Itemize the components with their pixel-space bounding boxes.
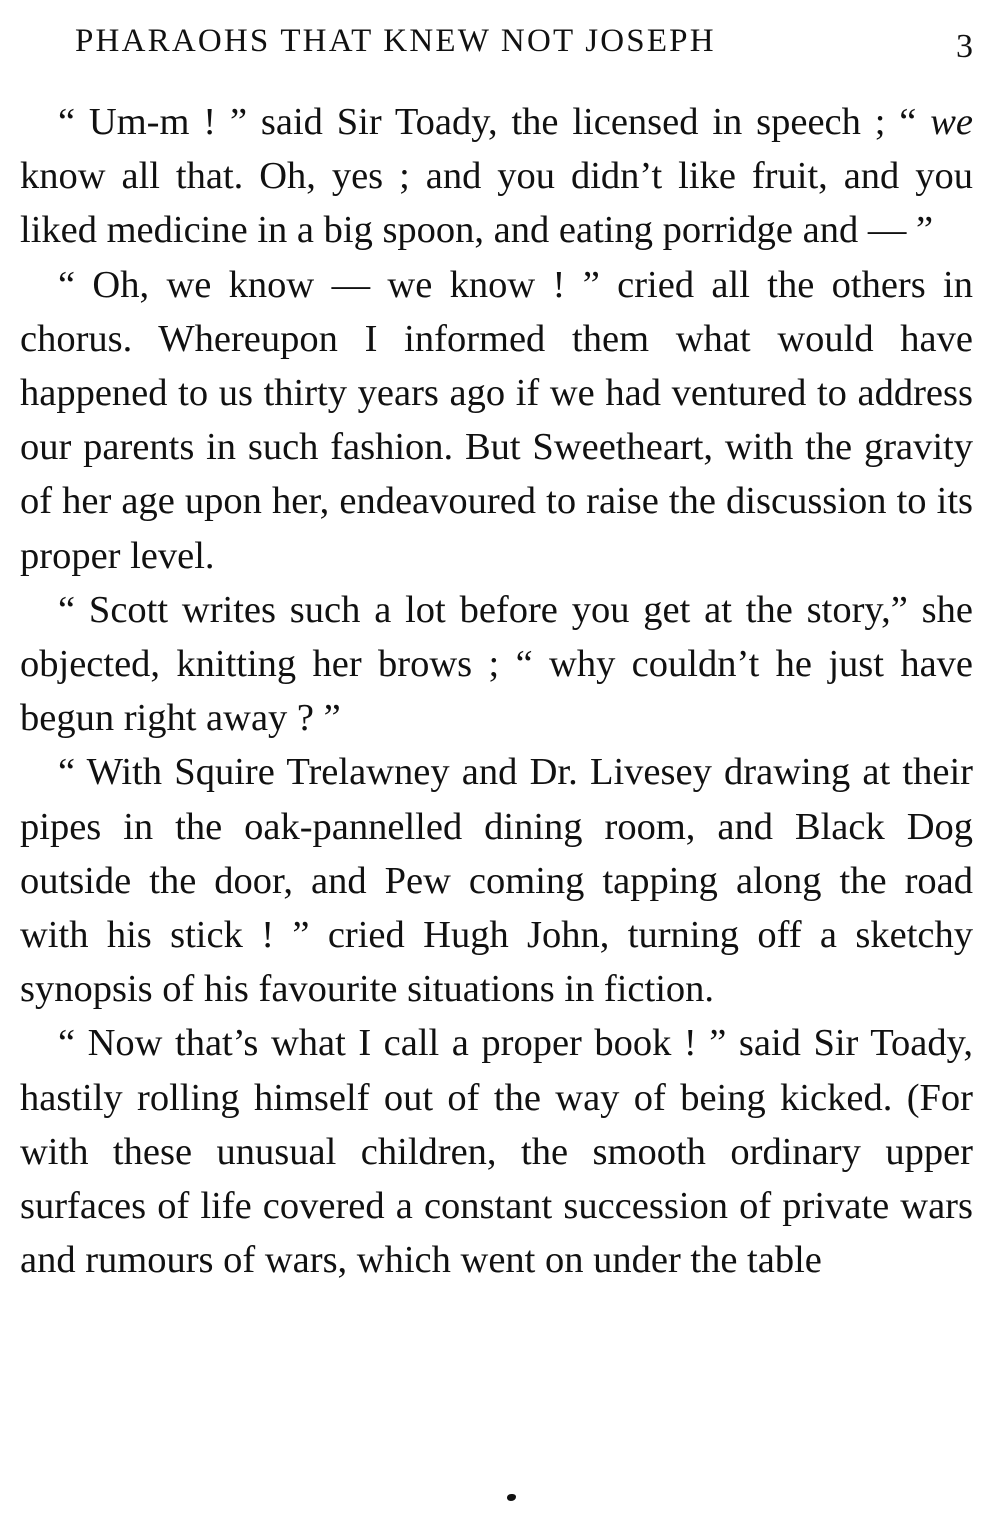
paragraph bbox=[20, 258, 973, 583]
text-segment: “ Now that’s what I call a proper book ! ” said Sir Toady, hastily rolling himself out of the way of being kicked. (For with these unusual children, the smooth ordinary upper surfaces of life covered a constant succession of private wars and rumours of wars, which went on under the table bbox=[20, 1022, 973, 1282]
book-page bbox=[20, 0, 973, 1518]
text-segment: know all that. Oh, yes ; and you didn’t like fruit, and you liked medicine in a big spoon, and eating porridge and — ” bbox=[20, 155, 973, 252]
body-text bbox=[20, 95, 973, 1287]
text-segment: “ Oh, we know — we know ! ” cried all the others in chorus. Whereupon I informed them what would have happened to us thirty years ago if we had ventured to address our parents in such fashion. But Sweetheart, with the gravity of her age upon her, endeavoured to raise the discussion to its proper level. bbox=[20, 263, 973, 577]
emphasis: we bbox=[930, 101, 973, 143]
text-segment: “ Scott writes such a lot before you get at the story,” she objected, knitting her brows ; “ why couldn’t he just have begun right away ? ” bbox=[20, 588, 973, 740]
ink-speck bbox=[507, 1494, 516, 1501]
page-number: 3 bbox=[956, 28, 973, 65]
text-segment: “ Um-m ! ” said Sir Toady, the licensed in speech ; “ bbox=[58, 101, 931, 143]
paragraph bbox=[20, 95, 973, 258]
paragraph bbox=[20, 745, 973, 1016]
paragraph bbox=[20, 1016, 973, 1287]
running-head bbox=[20, 18, 973, 64]
text-segment: “ With Squire Trelawney and Dr. Livesey drawing at their pipes in the oak-pannelled dining room, and Black Dog outside the door, and Pew coming tapping along the road with his stick ! ” cried Hugh John, turning off a sketchy synopsis of his favourite situations in fiction. bbox=[20, 751, 973, 1011]
paragraph bbox=[20, 583, 973, 746]
running-title: PHARAOHS THAT KNEW NOT JOSEPH bbox=[75, 23, 716, 59]
